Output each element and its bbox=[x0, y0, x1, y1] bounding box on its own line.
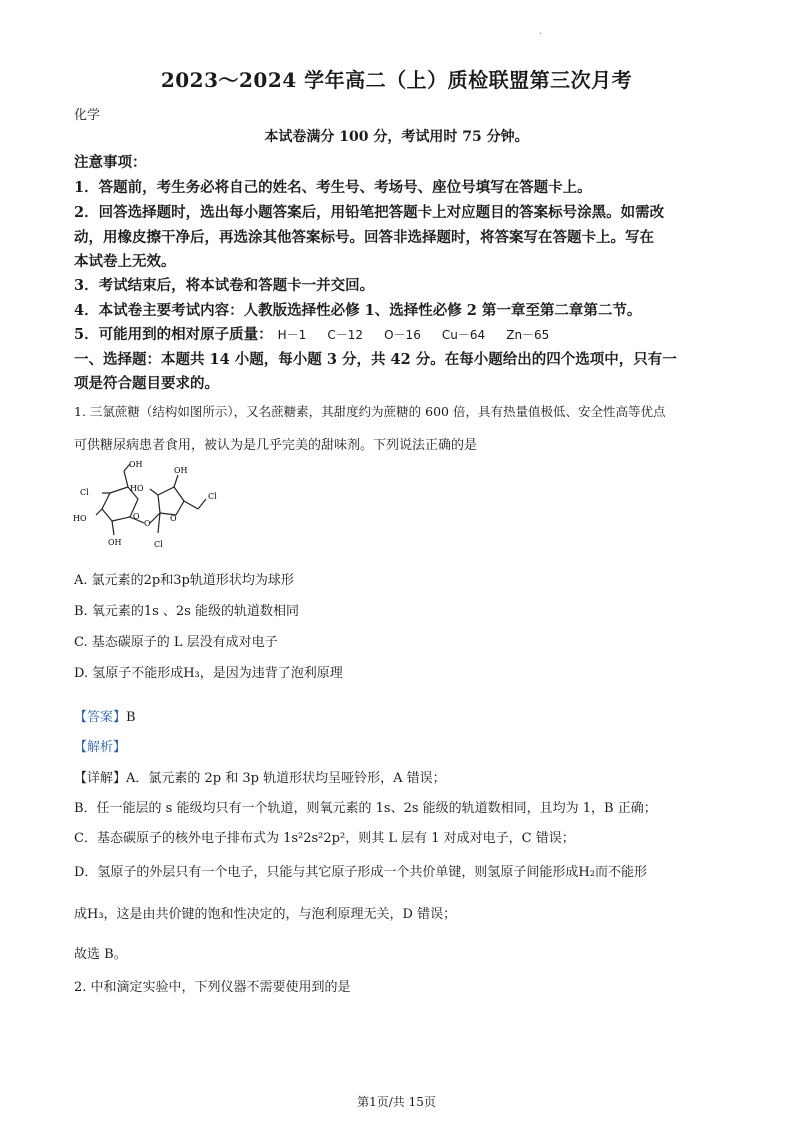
struct-label: HO bbox=[73, 514, 87, 523]
q1-detail-a bbox=[74, 767, 446, 786]
q1-option-a: A. 氯元素的2p和3p轨道形状均为球形 bbox=[74, 573, 294, 588]
q1-option-b: B. 氧元素的1s 、2s 能级的轨道数相同 bbox=[74, 604, 299, 619]
mass-zn: Zn－65 bbox=[506, 328, 550, 342]
sucralose-structure bbox=[70, 455, 230, 555]
q1-detail-d-cont: 成H₃，这是由共价键的饱和性决定的，与泡利原理无关，D 错误； bbox=[74, 907, 457, 922]
struct-label: OH bbox=[174, 466, 188, 475]
answer-tag: 【答案】 bbox=[74, 710, 127, 725]
struct-label: O bbox=[133, 512, 140, 521]
page-title: 2023～2024 学年高二（上）质检联盟第三次月考 bbox=[160, 68, 633, 92]
note-item: 动，用橡皮擦干净后，再选涂其他答案标号。回答非选择题时，将答案写在答题卡上。写在 bbox=[74, 229, 654, 246]
mass-o: O－16 bbox=[384, 328, 421, 342]
mass-h: H－1 bbox=[277, 328, 307, 342]
page-number: 第1页/共 15页 bbox=[357, 1095, 436, 1109]
q2-stem: 2. 中和滴定实验中，下列仪器不需要使用到的是 bbox=[74, 980, 351, 995]
notes-heading: 注意事项： bbox=[74, 154, 147, 171]
struct-label: Cl bbox=[208, 492, 217, 501]
detail-tag: 【详解】 bbox=[74, 771, 127, 786]
section-heading: 一、选择题：本题共 14 小题，每小题 3 分，共 42 分。在每小题给出的四个选项中，只有一 bbox=[74, 351, 677, 368]
q1-detail-c: C．基态碳原子的核外电子排布式为 1s²2s²2p²，则其 L 层有 1 对成对电子，C 错误； bbox=[74, 831, 575, 846]
q1-detail-b: B．任一能层的 s 能级均只有一个轨道，则氧元素的 1s、2s 能级的轨道数相同，且均为 1，B 正确； bbox=[74, 801, 657, 816]
q1-conclusion: 故选 B。 bbox=[74, 947, 127, 962]
struct-label: Cl bbox=[154, 540, 163, 549]
mass-c: C－12 bbox=[327, 328, 364, 342]
note-item: 3．考试结束后，将本试卷和答题卡一并交回。 bbox=[74, 277, 375, 294]
q1-option-d: D. 氢原子不能形成H₃，是因为违背了泡利原理 bbox=[74, 666, 343, 681]
struct-label: Cl bbox=[80, 488, 89, 497]
scan-dot: . bbox=[539, 26, 543, 37]
note-item: 本试卷上无效。 bbox=[74, 253, 176, 270]
q1-answer bbox=[74, 706, 136, 725]
analysis-tag: 【解析】 bbox=[74, 740, 127, 755]
note-item: 4．本试卷主要考试内容：人教版选择性必修 1、选择性必修 2 第一章至第二章第二节。 bbox=[74, 302, 642, 319]
struct-label: HO bbox=[130, 484, 144, 493]
q1-detail-d: D．氢原子的外层只有一个电子，只能与其它原子形成一个共价单键，则氢原子间能形成H₂而不能形 bbox=[74, 865, 647, 880]
note-item: 2．回答选择题时，选出每小题答案后，用铅笔把答题卡上对应题目的答案标号涂黑。如需改 bbox=[74, 204, 665, 221]
atomic-masses-line bbox=[74, 323, 565, 344]
q1-stem-cont: 可供糖尿病患者食用，被认为是几乎完美的甜味剂。下列说法正确的是 bbox=[74, 438, 478, 453]
mass-cu: Cu－64 bbox=[441, 328, 486, 342]
q1-stem: 1. 三氯蔗糖（结构如图所示），又名蔗糖素，其甜度约为蔗糖的 600 倍，具有热量值极低、安全性高等优点 bbox=[74, 404, 666, 419]
answer-value: B bbox=[126, 710, 136, 725]
struct-label: O bbox=[144, 519, 151, 528]
struct-label: O bbox=[170, 514, 177, 523]
q1-option-c: C. 基态碳原子的 L 层没有成对电子 bbox=[74, 635, 278, 650]
detail-line: A．氯元素的 2p 和 3p 轨道形状均呈哑铃形，A 错误； bbox=[126, 771, 446, 786]
struct-label: OH bbox=[129, 460, 143, 469]
subject-label: 化学 bbox=[74, 108, 101, 123]
masses-label: 5．可能用到的相对原子质量： bbox=[74, 326, 273, 343]
exam-info: 本试卷满分 100 分，考试用时 75 分钟。 bbox=[264, 129, 529, 145]
note-item: 1．答题前，考生务必将自己的姓名、考生号、考场号、座位号填写在答题卡上。 bbox=[74, 179, 592, 196]
section-heading-cont: 项是符合题目要求的。 bbox=[74, 375, 219, 392]
struct-label: OH bbox=[108, 538, 122, 547]
